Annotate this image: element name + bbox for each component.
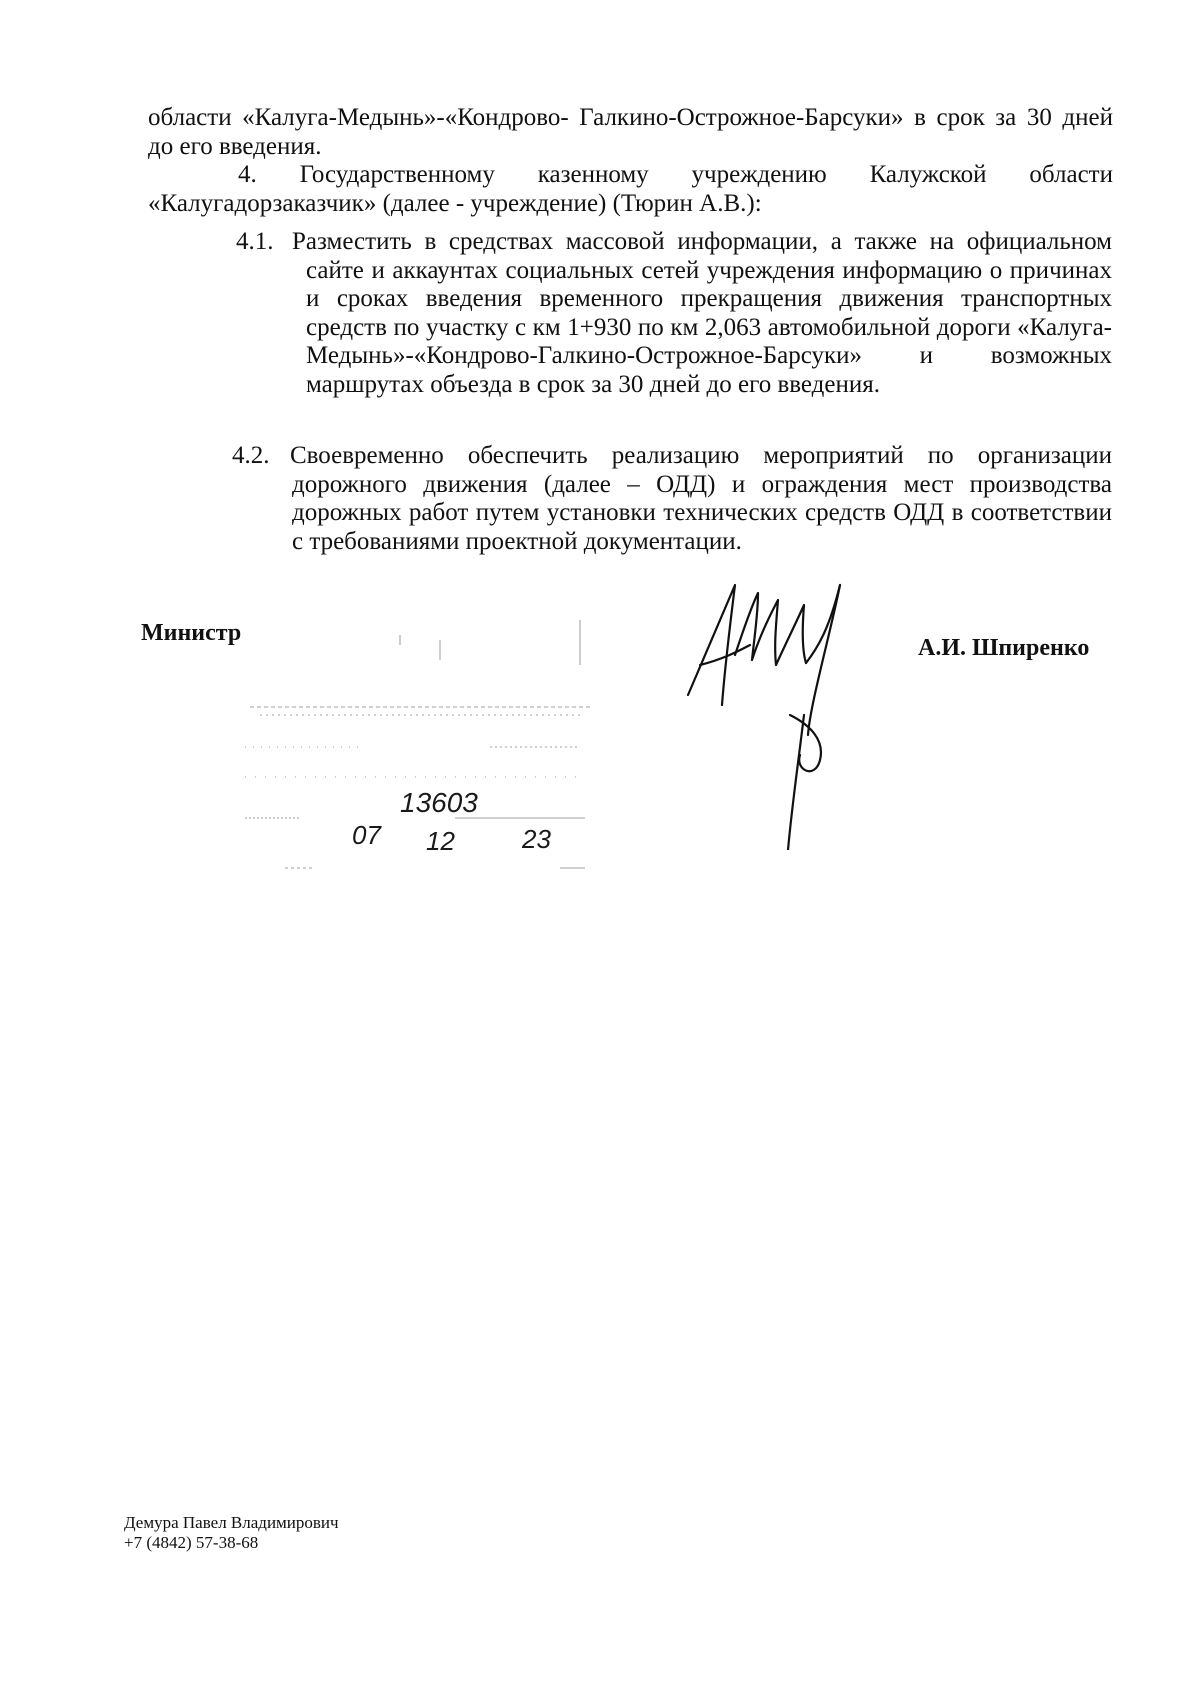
- item-4-2-number: 4.2.: [232, 442, 270, 469]
- item-4-1-number: 4.1.: [236, 228, 274, 255]
- item-4-1-text: Разместить в средствах массовой информации, а также на официальном сайте и аккаунтах социальных сетей учреждения информацию о причинах и сроках введения временного прекращения движения транспортных средств по участку с км 1+930 по км 2,063 автомобильной дороги «Калуга-Медынь»-«Кондрово-Галкино-Острожное-Барсуки» и возможных маршрутах объезда в срок за 30 дней до его введения.: [292, 228, 1112, 398]
- executor-name: Демура Павел Владимирович: [124, 1513, 339, 1532]
- registration-date-year: 23: [522, 824, 551, 854]
- item-4-2-text: Своевременно обеспечить реализацию мероприятий по организации дорожного движения (далее – ОДД) и ограждения мест производства дорожных работ путем установки технических средств ОДД в соответствии с требованиями проектной документации.: [290, 442, 1112, 555]
- paragraph-continued: области «Калуга-Медынь»-«Кондрово- Галкино-Острожное-Барсуки» в срок за 30 дней до его введения.: [148, 104, 1113, 160]
- signatory-name: А.И. Шпиренко: [918, 635, 1090, 661]
- executor-block: [124, 1513, 339, 1553]
- registration-date-day: 07: [352, 820, 381, 850]
- executor-phone: +7 (4842) 57-38-68: [124, 1533, 259, 1552]
- handwritten-signature: [680, 565, 920, 850]
- signatory-title: Министр: [141, 620, 242, 646]
- registration-date-month: 12: [426, 826, 455, 856]
- paragraph-4: 4. Государственному казенному учреждению Калужской области «Калугадорзаказчик» (далее - учреждение) (Тюрин А.В.):: [148, 161, 1113, 217]
- registration-number: 13603: [400, 787, 478, 818]
